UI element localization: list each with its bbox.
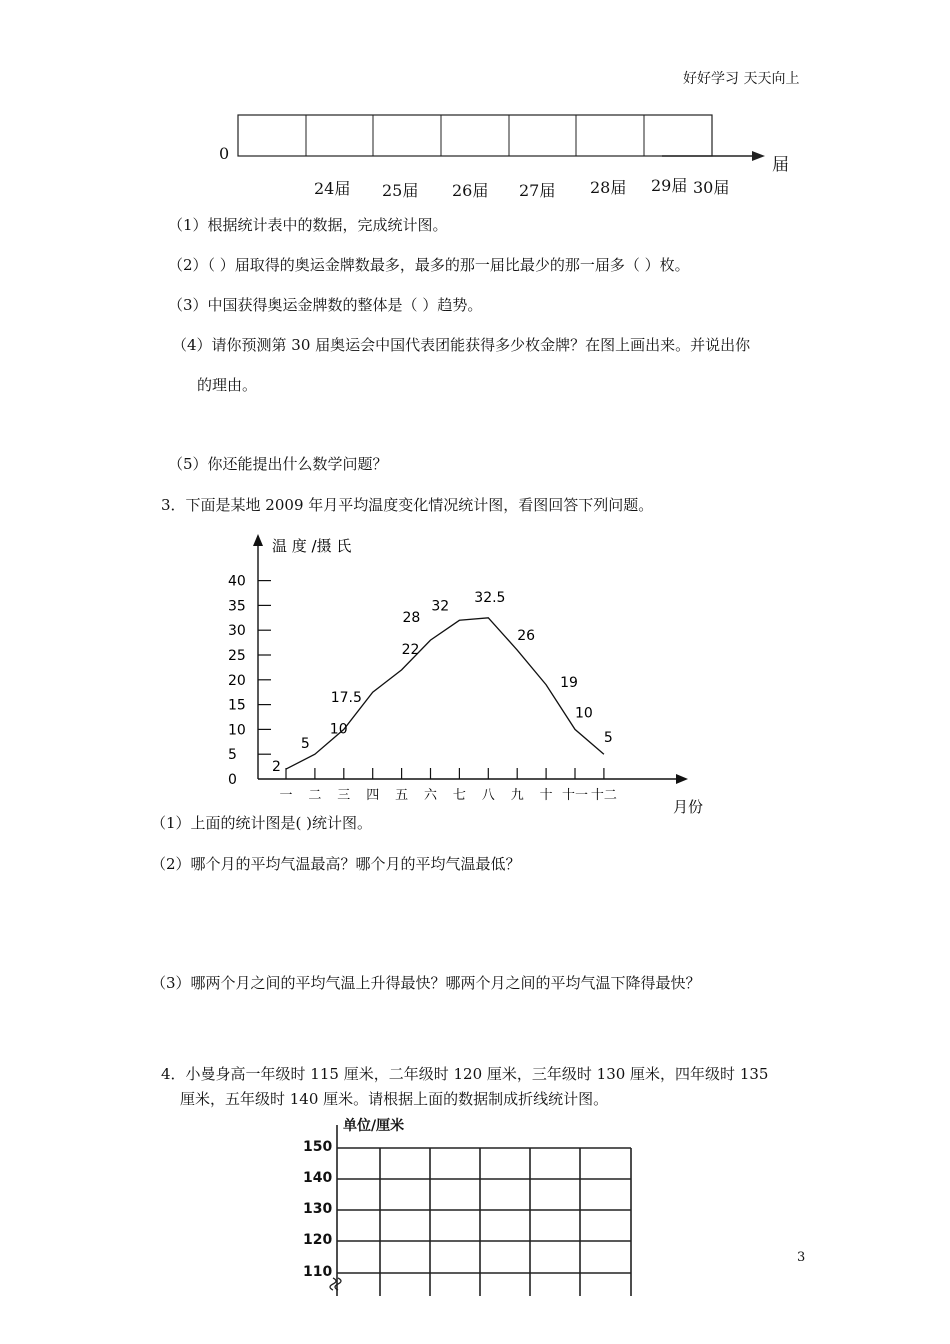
data-point-label: 32 bbox=[431, 598, 450, 615]
x-tick-label: 十二 bbox=[590, 788, 617, 803]
problem-3-question-1: （1）上面的统计图是( )统计图。 bbox=[151, 814, 373, 832]
x-tick-label: 十 bbox=[539, 788, 553, 803]
data-point-label: 19 bbox=[560, 674, 578, 691]
y-tick-label: 35 bbox=[228, 598, 246, 615]
header-motto: 好好学习 天天向上 bbox=[683, 71, 800, 87]
y-tick-label: 30 bbox=[228, 623, 246, 640]
data-point-label: 32.5 bbox=[474, 589, 506, 606]
olympic-category-label: 24届 bbox=[314, 179, 351, 198]
olympic-chart-svg bbox=[0, 0, 950, 200]
data-point-label: 5 bbox=[603, 730, 613, 747]
x-tick-label: 三 bbox=[337, 788, 351, 803]
height-grid-unit: 单位/厘米 bbox=[343, 1118, 405, 1134]
olympic-category-label: 26届 bbox=[452, 181, 489, 200]
data-point-label: 10 bbox=[329, 721, 348, 738]
x-tick-label: 九 bbox=[510, 788, 524, 803]
page-number: 3 bbox=[797, 1250, 806, 1265]
height-grid-svg bbox=[0, 1100, 950, 1344]
x-tick-label: 四 bbox=[366, 788, 380, 803]
olympic-category-label: 25届 bbox=[382, 181, 419, 200]
y-axis-title: 温 度 /摄 氏 bbox=[272, 537, 352, 555]
olympic-origin: 0 bbox=[219, 144, 230, 163]
y-tick-label: 0 bbox=[228, 772, 237, 788]
temperature-line-chart bbox=[0, 520, 950, 820]
data-point-label: 26 bbox=[517, 628, 536, 645]
x-tick-label: 八 bbox=[481, 788, 495, 803]
x-axis-title: 月份 bbox=[673, 798, 704, 816]
data-point-label: 28 bbox=[402, 610, 421, 627]
olympic-question-5: （5）你还能提出什么数学问题？ bbox=[168, 455, 388, 473]
height-grid-tick: 130 bbox=[303, 1201, 333, 1217]
y-tick-label: 15 bbox=[228, 697, 246, 714]
data-point-label: 10 bbox=[575, 705, 593, 722]
y-tick-label: 10 bbox=[228, 722, 246, 739]
y-tick-label: 5 bbox=[228, 747, 237, 764]
y-axis-arrow-icon bbox=[253, 534, 263, 546]
olympic-question-1: （1）根据统计表中的数据，完成统计图。 bbox=[168, 216, 448, 234]
data-point-label: 22 bbox=[401, 641, 420, 658]
olympic-chart bbox=[0, 0, 950, 200]
height-grid-chart bbox=[0, 1100, 950, 1344]
arrow-right-icon bbox=[752, 151, 765, 161]
problem-4-line-2: 厘米，五年级时 140 厘米。请根据上面的数据制成折线统计图。 bbox=[180, 1090, 609, 1108]
problem-3-question-3: （3）哪两个月之间的平均气温上升得最快？哪两个月之间的平均气温下降得最快？ bbox=[151, 974, 701, 992]
olympic-category-label: 28届 bbox=[590, 178, 627, 197]
x-axis-arrow-icon bbox=[676, 774, 688, 784]
y-tick-label: 20 bbox=[228, 672, 246, 689]
data-point-label: 2 bbox=[272, 759, 281, 776]
height-grid-tick: 150 bbox=[303, 1139, 333, 1155]
x-tick-label: 六 bbox=[423, 788, 438, 803]
x-tick-label: 二 bbox=[308, 788, 322, 803]
data-point-label: 5 bbox=[300, 736, 310, 753]
height-grid-tick: 110 bbox=[303, 1264, 333, 1280]
x-tick-label: 五 bbox=[395, 788, 409, 803]
y-tick-label: 25 bbox=[228, 648, 246, 664]
data-point-label: 17.5 bbox=[330, 690, 362, 707]
olympic-category-label: 29届 bbox=[651, 176, 688, 195]
height-grid-tick: 120 bbox=[303, 1232, 333, 1248]
x-tick-label: 一 bbox=[279, 788, 293, 803]
x-tick-label: 十一 bbox=[561, 788, 589, 803]
olympic-category-label: 30届 bbox=[693, 178, 730, 197]
y-tick-label: 40 bbox=[228, 573, 246, 590]
olympic-axis-unit: 届 bbox=[772, 155, 789, 175]
problem-3-question-2: （2）哪个月的平均气温最高？哪个月的平均气温最低？ bbox=[151, 855, 521, 873]
problem-4-line-1: 4．小曼身高一年级时 115 厘米，二年级时 120 厘米，三年级时 130 厘米，四年级时 135 bbox=[161, 1065, 769, 1083]
height-grid-tick: 140 bbox=[303, 1170, 333, 1186]
olympic-question-4-cont: 的理由。 bbox=[197, 376, 258, 394]
olympic-category-label: 27届 bbox=[519, 181, 556, 200]
olympic-question-4: （4）请你预测第 30 届奥运会中国代表团能获得多少枚金牌？在图上画出来。并说出你 bbox=[172, 336, 751, 354]
olympic-chart-frame bbox=[238, 115, 712, 156]
problem-3-title: 3．下面是某地 2009 年月平均温度变化情况统计图，看图回答下列问题。 bbox=[161, 496, 654, 514]
x-tick-label: 七 bbox=[452, 788, 466, 803]
olympic-question-3: （3）中国获得奥运金牌数的整体是（ ）趋势。 bbox=[168, 296, 483, 314]
olympic-question-2: （2）（ ）届取得的奥运金牌数最多，最多的那一届比最少的那一届多（ ）枚。 bbox=[168, 256, 690, 274]
